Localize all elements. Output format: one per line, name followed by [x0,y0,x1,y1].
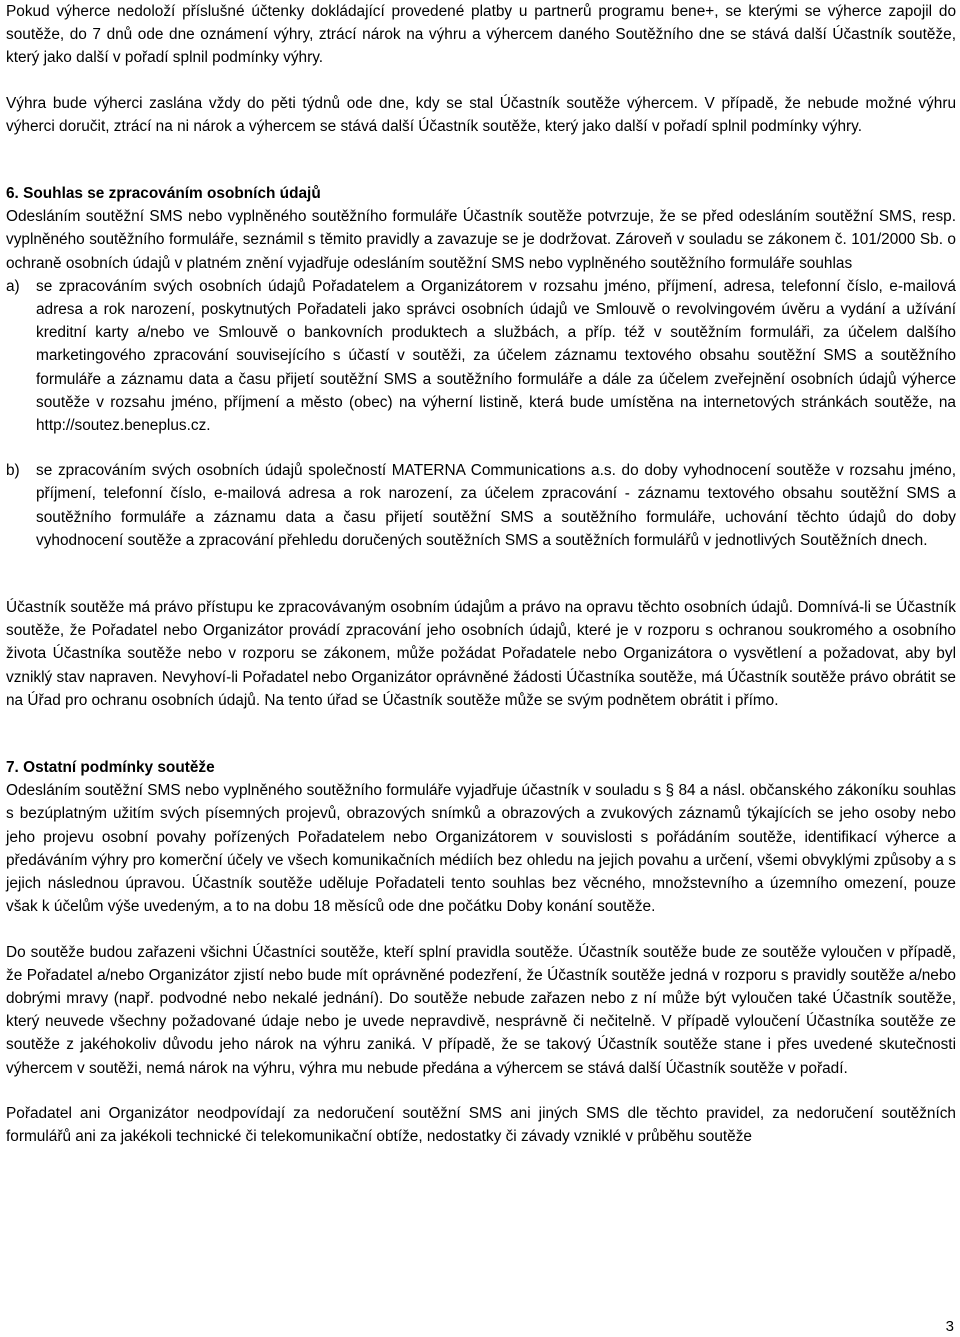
paragraph-liability: Pořadatel ani Organizátor neodpovídají za nedoručení soutěžní SMS ani jiných SMS dle těchto pravidel, za nedoručení soutěžních formulářů ani za jakékoli technické či telekomunikační obtíže, nedostatky či závady vzniklé v průběhu soutěže [6,1104,956,1145]
section-7-body: Odesláním soutěžní SMS nebo vyplněného soutěžního formuláře vyjadřuje účastník v souladu s § 84 a násl. občanského zákoníku souhlas s bezúplatným užitím svých písemných projevů, obrazových snímků a obrazových a zvukových záznamů týkajících se jeho osoby nebo jeho projevu osobní povahy pořízených Pořadatelem nebo Organizátorem v souvislosti s pořádáním soutěže, identifikací výherce a předáváním výhry pro komerční účely ve všech komunikačních médiích bez ohledu na jejich povahu a určení, všemi obvyklými způsoby a s jejich následnou úpravou. Účastník soutěže uděluje Pořadateli tento souhlas bez věcného, množstevního a územního omezení, pouze však k účelům výše uvedeným, a to na dobu 18 měsíců ode dne počátku Doby konání soutěže. [6,782,956,916]
spacer [6,138,956,182]
list-item-a [6,275,956,437]
list-text-a: se zpracováním svých osobních údajů Pořadatelem a Organizátorem v rozsahu jméno, příjmení, adresa, telefonní číslo, e-mailová adresa a rok narození, poskytnutých Pořadateli jako správci osobních údajů ve Smlouvě o revolvingovém úvěru a vydání a užívání kreditní karty a/nebo ve Smlouvě o bankovních produktech a službách, a příp. též v soutěžním formuláři, za účelem dalšího marketingového zpracování souvisejícího s účastí v soutěži, za účelem záznamu textového obsahu soutěžní SMS a soutěžního formuláře a záznamu data a času přijetí soutěžní SMS a soutěžního formuláře a dále za účelem zveřejnění osobních údajů výherce soutěže v rozsahu jméno, příjmení a město (obec) na výherní listině, která bude umístěna na internetových stránkách soutěže, na http://soutez.beneplus.cz. [36,277,956,435]
paragraph-delivery: Výhra bude výherci zaslána vždy do pěti týdnů ode dne, kdy se stal Účastník soutěže výhercem. V případě, že nebude možné výhru výherci doručit, ztrácí na ni nárok a výhercem se stává další Účastník soutěže, který jako další v pořadí splnil podmínky výhry. [6,94,956,135]
spacer [6,919,956,941]
paragraph-exclusion: Do soutěže budou zařazeni všichni Účastníci soutěže, kteří splní pravidla soutěže. Účastník soutěže bude ze soutěže vyloučen v případě, že Pořadatel a/nebo Organizátor zjistí nebo bude mít oprávněné podezření, že Účastník soutěže jedná v rozporu s pravidly soutěže a/nebo dobrými mravy (např. podvodné nebo nekalé jednání). Do soutěže nebude zařazen nebo z ní může být vyloučen také Účastník soutěže, který neuvede všechny požadované údaje nebo je uvede nepravdivě, nesprávně či nečitelně. V případě vyloučení Účastníka soutěže ze soutěže z jakéhokoliv důvodu jeho nárok na výhru zaniká. V případě, že se takový Účastník soutěže stane i přes uvedené skutečnosti výhercem v soutěži, nemá nárok na výhru, výhra mu nebude předána a výhercem se stává další Účastník soutěže v pořadí. [6,943,956,1077]
paragraph-intro: Pokud výherce nedoloží příslušné účtenky dokládající provedené platby u partnerů programu bene+, se kterými se výherce zapojil do soutěže, do 7 dnů ode dne oznámení výhry, ztrácí nárok na výhru a výhercem daného Soutěžního dne se stává další Účastník soutěže, který jako další v pořadí splnil podmínky výhry. [6,3,956,67]
list-marker-b: b) [6,462,20,480]
paragraph-rights: Účastník soutěže má právo přístupu ke zpracovávaným osobním údajům a právo na opravu těchto osobních údajů. Domnívá-li se Účastník soutěže, že Pořadatel nebo Organizátor provádí zpracování jeho osobních údajů, které je v rozporu s ochranou soukromého a osobního života Účastníka soutěže nebo v rozporu se zákonem, může požádat Pořadatele nebo Organizátora o vysvětlení a požadovat, aby byl vzniklý stav napraven. Nevyhoví-li Pořadatel nebo Organizátor oprávněné žádosti Účastníka soutěže, má Účastník soutěže právo obrátit se na Úřad pro ochranu osobních údajů. Na tento úřad se Účastník soutěže může se svým podnětem obrátit i přímo. [6,599,956,709]
section-6-body: Odesláním soutěžní SMS nebo vyplněného soutěžního formuláře Účastník soutěže potvrzuje, že se před odesláním soutěžní SMS, resp. vyplněného soutěžního formuláře, seznámil s těmito pravidly a zavazuje se je dodržovat. Zároveň v souladu se zákonem č. 101/2000 Sb. o ochraně osobních údajů v platném znění vyjadřuje odesláním soutěžní SMS nebo vyplněného soutěžního formuláře souhlas [6,208,956,272]
page-number: 3 [945,1318,954,1335]
section-6-heading: 6. Souhlas se zpracováním osobních údajů [6,185,321,203]
list-marker-a: a) [6,277,20,295]
spacer [6,552,956,596]
section-7-heading: 7. Ostatní podmínky soutěže [6,759,215,777]
document-page [6,0,956,1148]
spacer [6,712,956,756]
spacer [6,437,956,459]
list-text-b: se zpracováním svých osobních údajů společností MATERNA Communications a.s. do doby vyhodnocení soutěže v rozsahu jméno, příjmení, telefonní číslo, e-mailová adresa a rok narození, za účelem zpracování - záznamu textového obsahu soutěžní SMS a soutěžního formuláře a záznamu data a času přijetí soutěžní SMS a soutěžního formuláře, uchování těchto údajů do doby vyhodnocení soutěže a zpracování přehledu doručených soutěžních SMS a soutěžních formulářů v jednotlivých Soutěžních dnech. [36,462,956,549]
spacer [6,70,956,92]
spacer [6,1080,956,1102]
list-item-b [6,459,956,552]
